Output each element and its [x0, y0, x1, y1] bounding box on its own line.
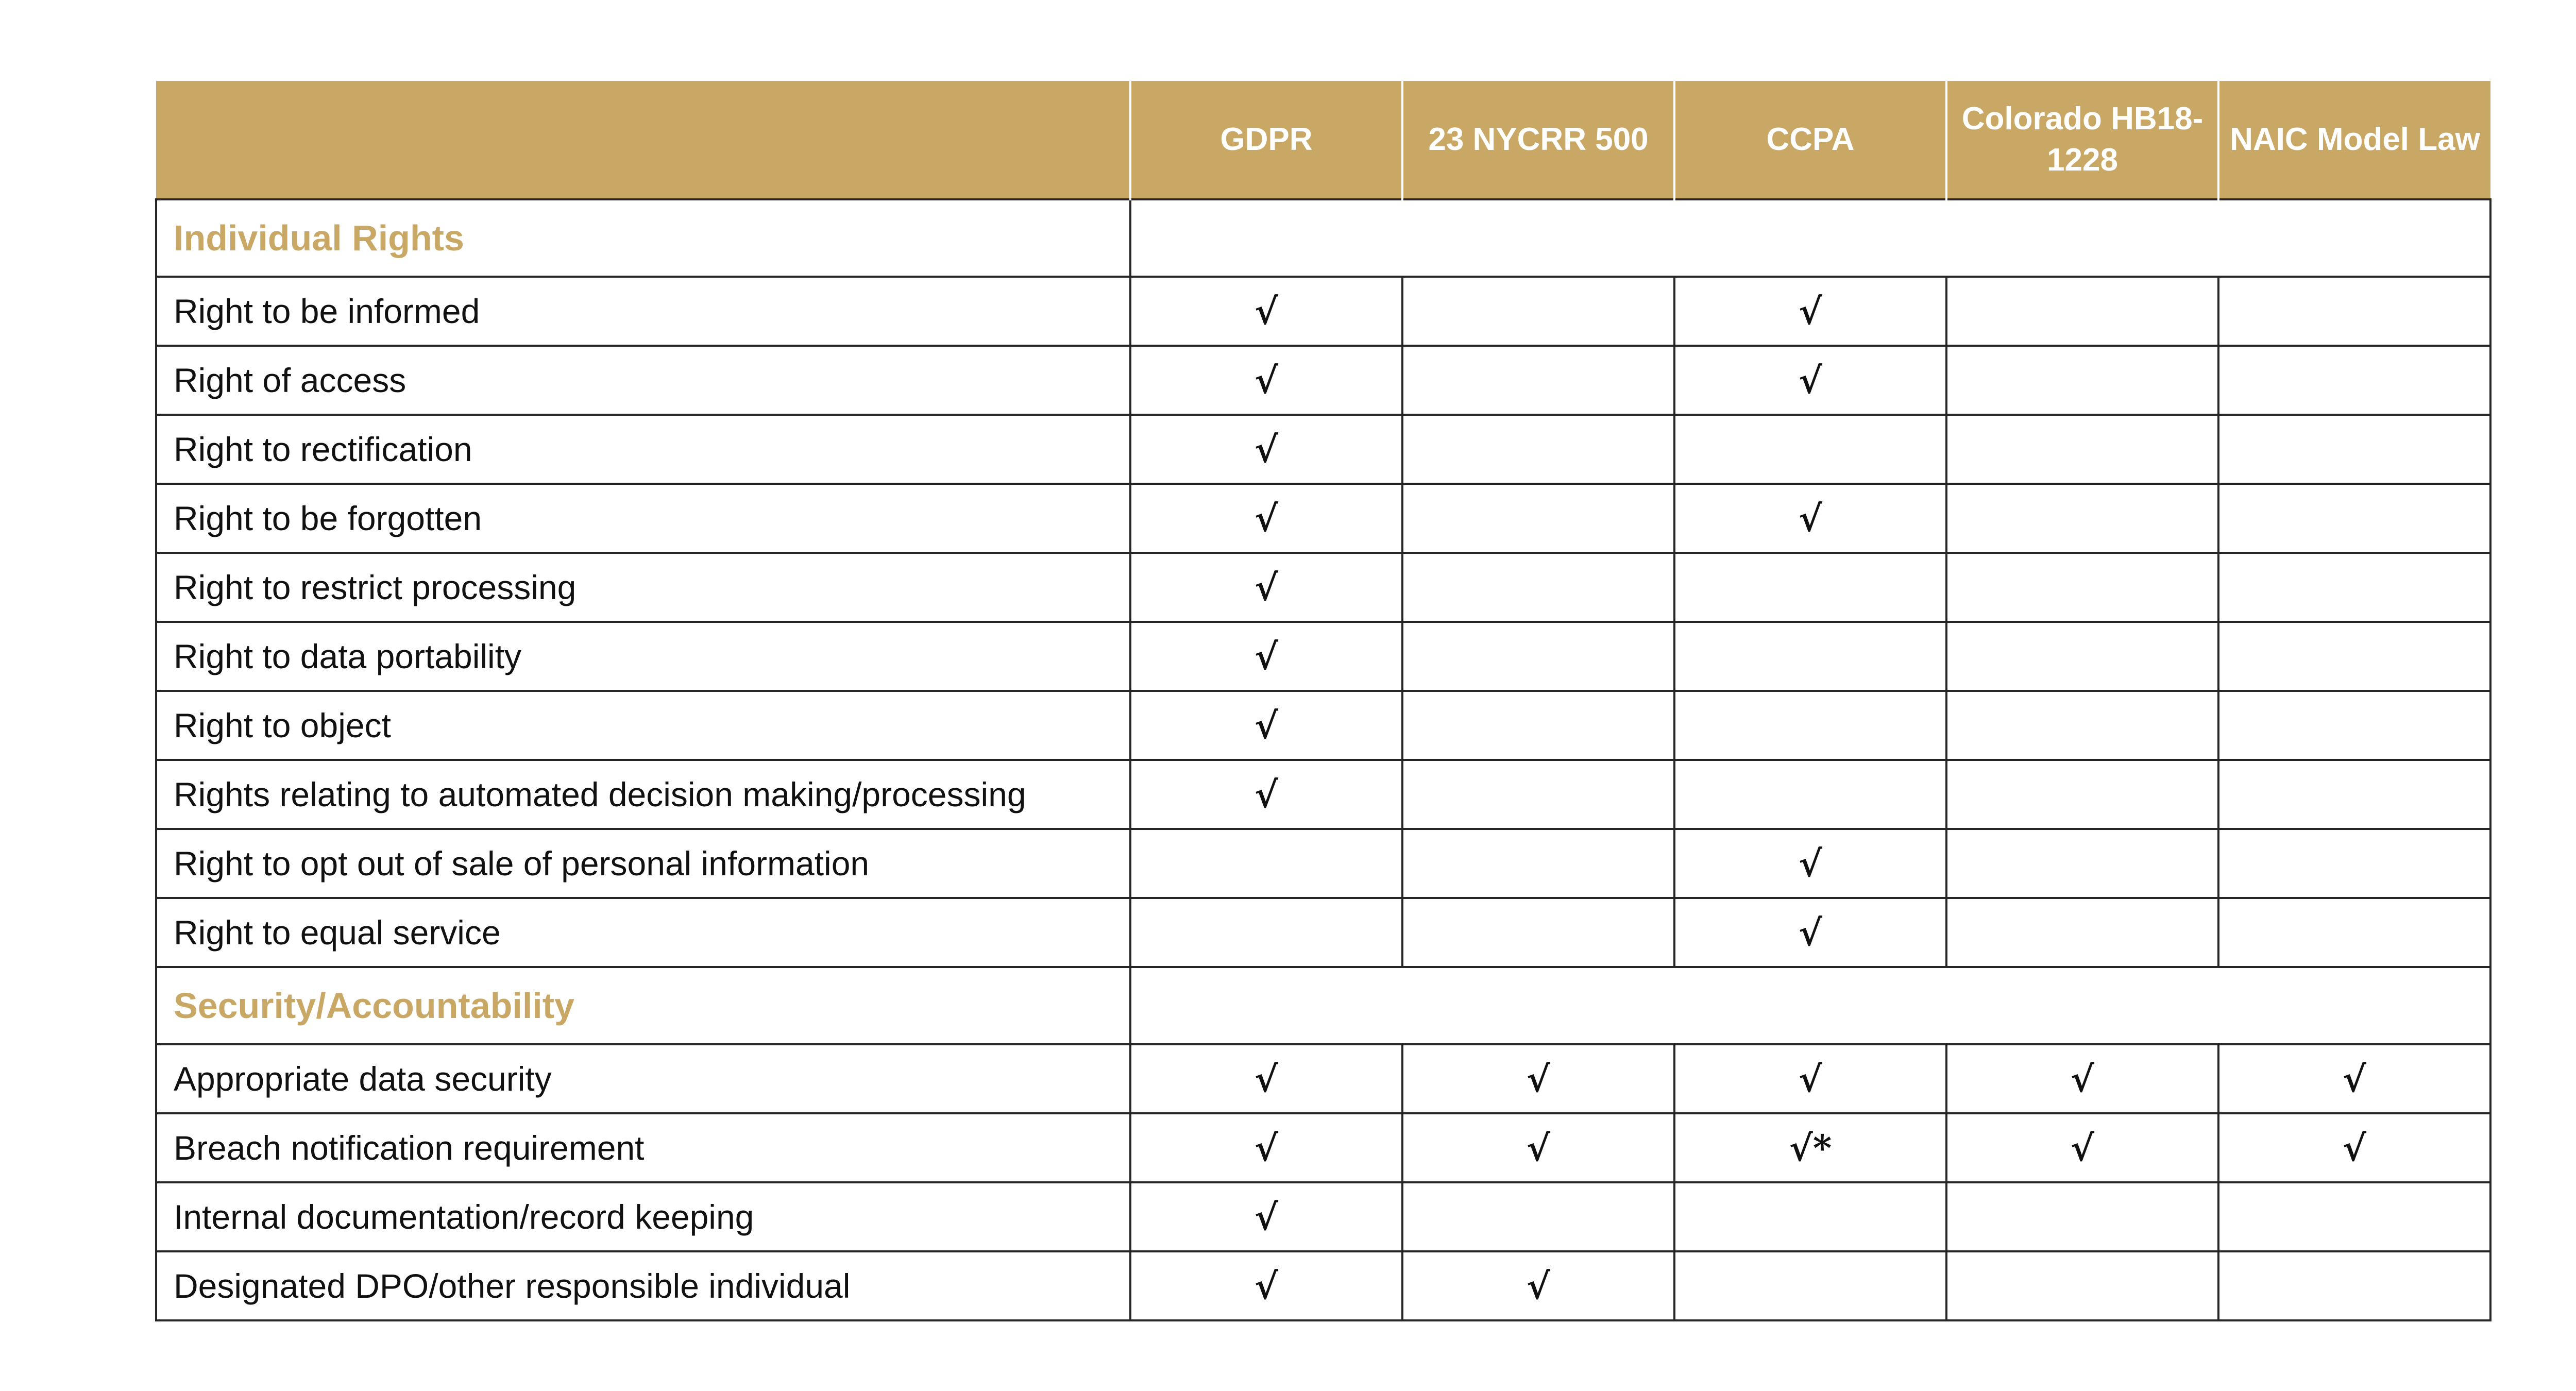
check-mark-cell: √	[1130, 553, 1402, 622]
check-mark-cell	[1946, 691, 2218, 760]
check-mark-cell	[1130, 829, 1402, 898]
check-mark-cell: √	[1674, 484, 1946, 553]
check-mark-cell: √	[1130, 277, 1402, 346]
section-row-security-accountability	[156, 967, 2490, 1044]
table-row	[156, 898, 2490, 967]
check-mark-cell	[1946, 484, 2218, 553]
row-label: Right to be forgotten	[156, 484, 1130, 553]
check-mark-cell	[1946, 1251, 2218, 1320]
check-mark-cell: √	[1130, 760, 1402, 829]
check-mark-cell: √	[1946, 1113, 2218, 1182]
check-mark-cell: √	[1402, 1251, 1674, 1320]
check-mark-cell	[1674, 1182, 1946, 1251]
check-mark-cell: √	[1674, 346, 1946, 415]
column-header-ccpa: CCPA	[1674, 81, 1946, 199]
check-mark-cell	[2218, 346, 2490, 415]
check-mark-cell	[1946, 760, 2218, 829]
table-row	[156, 484, 2490, 553]
check-mark-cell	[2218, 898, 2490, 967]
check-mark-cell	[1946, 277, 2218, 346]
table-row	[156, 1182, 2490, 1251]
section-row-individual-rights	[156, 199, 2490, 277]
section-title: Security/Accountability	[156, 967, 1130, 1044]
check-mark-cell	[1946, 553, 2218, 622]
check-mark-cell	[1402, 760, 1674, 829]
check-mark-cell: √	[1402, 1044, 1674, 1113]
table-row	[156, 829, 2490, 898]
check-mark-cell	[1130, 898, 1402, 967]
row-label: Right of access	[156, 346, 1130, 415]
check-mark-cell: √	[1130, 1182, 1402, 1251]
check-mark-cell: √	[1674, 898, 1946, 967]
check-mark-cell	[1674, 1251, 1946, 1320]
check-mark-cell: √	[1130, 622, 1402, 691]
check-mark-cell	[1674, 760, 1946, 829]
check-mark-cell: √	[1402, 1113, 1674, 1182]
section-spacer-cell	[1130, 967, 2490, 1044]
table-row	[156, 1113, 2490, 1182]
row-label: Right to data portability	[156, 622, 1130, 691]
row-label: Right to object	[156, 691, 1130, 760]
check-mark-cell: √	[2218, 1113, 2490, 1182]
check-mark-cell: √	[1674, 829, 1946, 898]
section-title: Individual Rights	[156, 199, 1130, 277]
check-mark-cell	[1402, 622, 1674, 691]
column-header-colorado-hb18-1228: Colorado HB18-1228	[1946, 81, 2218, 199]
check-mark-cell: √	[1674, 1044, 1946, 1113]
regulation-comparison-table	[155, 81, 2492, 1321]
check-mark-cell	[1402, 1182, 1674, 1251]
check-mark-cell: √	[1130, 346, 1402, 415]
check-mark-cell: √	[1130, 691, 1402, 760]
check-mark-cell	[1946, 346, 2218, 415]
check-mark-cell: √	[1130, 484, 1402, 553]
check-mark-cell	[2218, 691, 2490, 760]
row-label: Right to opt out of sale of personal information	[156, 829, 1130, 898]
check-mark-cell	[1402, 553, 1674, 622]
table-row	[156, 277, 2490, 346]
check-mark-cell	[1946, 1182, 2218, 1251]
check-mark-cell	[1946, 622, 2218, 691]
column-header-gdpr: GDPR	[1130, 81, 1402, 199]
check-mark-cell	[1402, 691, 1674, 760]
row-label: Right to be informed	[156, 277, 1130, 346]
check-mark-cell	[1674, 553, 1946, 622]
table-row	[156, 1251, 2490, 1320]
check-mark-cell	[1674, 691, 1946, 760]
check-mark-cell	[2218, 1182, 2490, 1251]
check-mark-cell	[2218, 622, 2490, 691]
row-label: Rights relating to automated decision making/processing	[156, 760, 1130, 829]
check-mark-cell	[1946, 829, 2218, 898]
check-mark-cell	[1402, 277, 1674, 346]
column-header-23-nycrr-500: 23 NYCRR 500	[1402, 81, 1674, 199]
check-mark-cell: √	[1130, 415, 1402, 484]
section-spacer-cell	[1130, 199, 2490, 277]
check-mark-cell	[1946, 415, 2218, 484]
row-label: Breach notification requirement	[156, 1113, 1130, 1182]
table-row	[156, 1044, 2490, 1113]
header-row	[156, 81, 2490, 199]
row-label: Designated DPO/other responsible individual	[156, 1251, 1130, 1320]
row-label: Right to equal service	[156, 898, 1130, 967]
table-row	[156, 415, 2490, 484]
check-mark-cell	[1402, 415, 1674, 484]
check-mark-cell: √	[1130, 1113, 1402, 1182]
table-row	[156, 553, 2490, 622]
row-label: Right to rectification	[156, 415, 1130, 484]
check-mark-cell	[2218, 829, 2490, 898]
check-mark-cell	[2218, 277, 2490, 346]
check-mark-cell	[2218, 484, 2490, 553]
header-corner-cell	[156, 81, 1130, 199]
row-label: Right to restrict processing	[156, 553, 1130, 622]
check-mark-cell	[1402, 346, 1674, 415]
table-row	[156, 346, 2490, 415]
check-mark-cell	[2218, 1251, 2490, 1320]
column-header-naic-model-law: NAIC Model Law	[2218, 81, 2490, 199]
check-mark-cell	[1402, 829, 1674, 898]
check-mark-cell: √	[2218, 1044, 2490, 1113]
check-mark-cell	[2218, 415, 2490, 484]
check-mark-cell: √	[1130, 1251, 1402, 1320]
check-mark-cell	[1946, 898, 2218, 967]
check-mark-cell	[1402, 898, 1674, 967]
check-mark-cell: √	[1130, 1044, 1402, 1113]
check-mark-cell	[1674, 415, 1946, 484]
row-label: Appropriate data security	[156, 1044, 1130, 1113]
check-mark-cell	[2218, 760, 2490, 829]
check-mark-cell	[1402, 484, 1674, 553]
check-mark-cell: √*	[1674, 1113, 1946, 1182]
row-label: Internal documentation/record keeping	[156, 1182, 1130, 1251]
check-mark-cell	[1674, 622, 1946, 691]
check-mark-cell: √	[1674, 277, 1946, 346]
table-row	[156, 691, 2490, 760]
check-mark-cell	[2218, 553, 2490, 622]
table-row	[156, 622, 2490, 691]
check-mark-cell: √	[1946, 1044, 2218, 1113]
table-row	[156, 760, 2490, 829]
